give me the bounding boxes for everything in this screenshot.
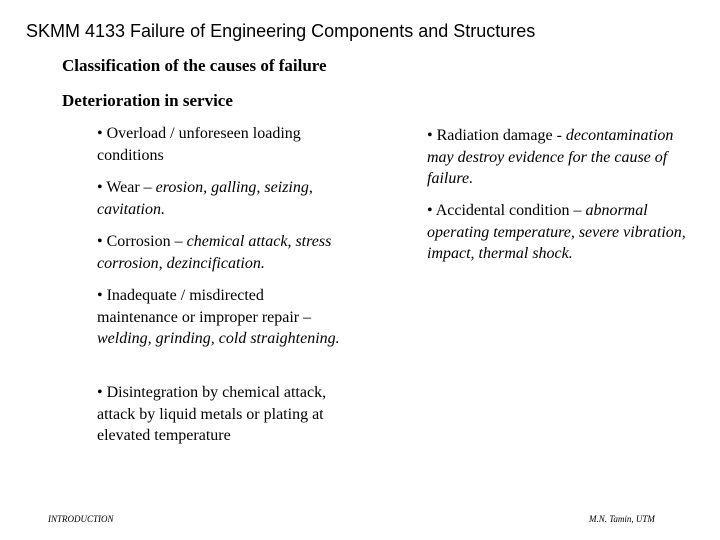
bullet-radiation [427, 125, 697, 190]
bullet-maintenance [97, 285, 347, 350]
bullet-lead: • Inadequate / misdirected maintenance or improper repair [97, 287, 304, 326]
bullet-lead: • Corrosion – [97, 233, 187, 250]
bullet-corrosion [97, 231, 347, 274]
footer-section-label: INTRODUCTION [48, 514, 114, 524]
bullet-detail: decontamination may destroy evidence for the cause of failure. [427, 127, 674, 187]
section-heading-deterioration: Deterioration in service [62, 91, 233, 110]
bullet-lead: • Wear – [97, 179, 156, 196]
bullet-disintegration [97, 382, 347, 447]
bullet-lead: • Disintegration by chemical attack, attack by liquid metals or plating at elevated temperature [97, 384, 327, 444]
bullet-detail: – welding, grinding, cold straightening. [97, 308, 340, 347]
section-heading-classification: Classification of the causes of failure [62, 56, 327, 75]
footer-author: M.N. Tamin, UTM [589, 514, 655, 524]
bullet-detail: abnormal operating temperature, severe vibration, impact, thermal shock. [427, 202, 686, 262]
bullet-detail: chemical attack, stress corrosion, dezincification. [97, 233, 332, 272]
bullet-detail: erosion, galling, seizing, cavitation. [97, 179, 313, 218]
bullet-lead: • Radiation damage - [427, 127, 566, 144]
bullet-overload [97, 123, 347, 166]
bullet-lead: • Overload / unforeseen loading conditions [97, 125, 301, 164]
slide-title: SKMM 4133 Failure of Engineering Components and Structures [26, 21, 536, 41]
bullet-lead: • Accidental condition – [427, 202, 586, 219]
bullet-accidental [427, 200, 697, 265]
bullet-wear [97, 177, 347, 220]
